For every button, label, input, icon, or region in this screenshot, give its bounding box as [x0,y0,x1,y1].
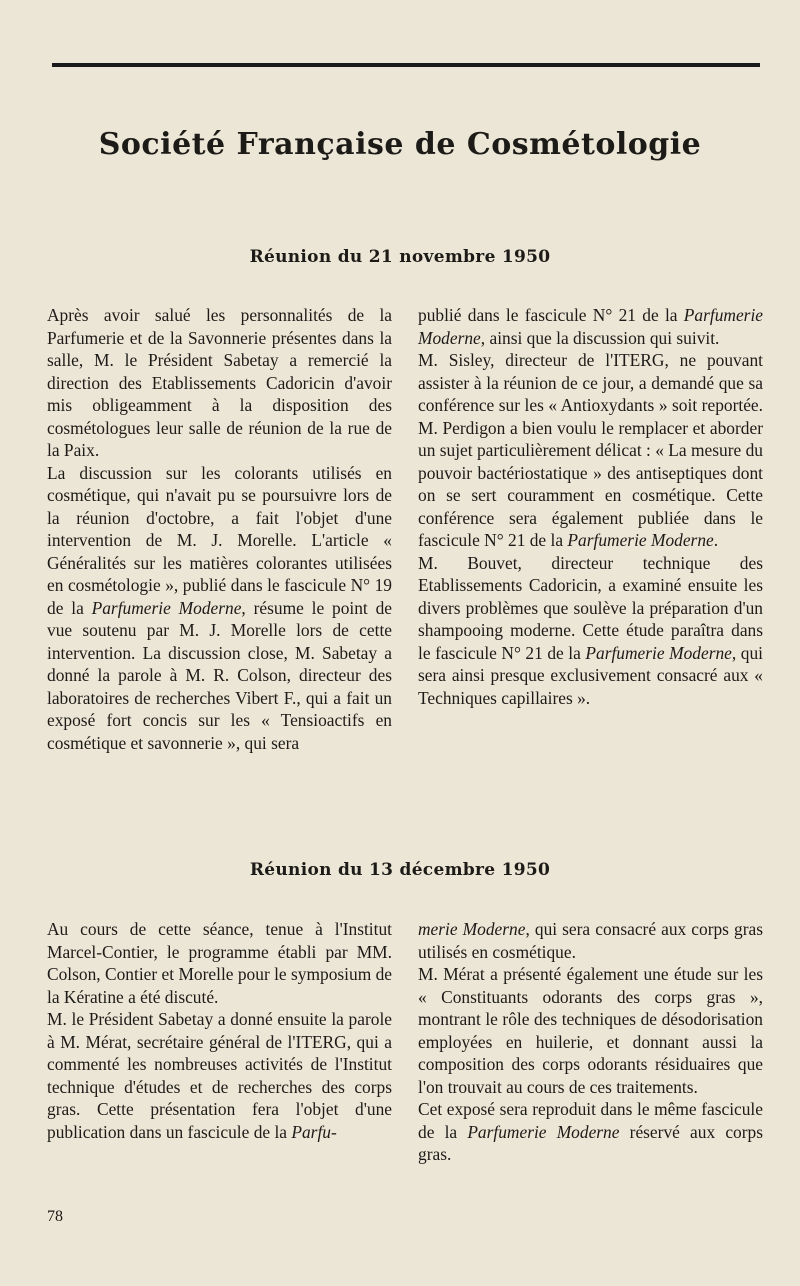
periodical-title: Parfumerie Moderne [418,305,763,348]
paragraph: M. Sisley, directeur de l'ITERG, ne pouvant assister à la réunion de ce jour, a demandé que sa conférence sur les « Antioxydants » soit reportée. M. Perdigon a bien voulu le remplacer et aborder un sujet particulièrement délicat : « La mesure du pouvoir bactériostatique » des antiseptiques dont on se sert couramment en cosmétique. Cette conférence sera également publiée dans le fascicule N° 21 de la Parfumerie Moderne. [418,350,763,550]
section-december-column-right [418,918,763,1166]
section-november-column-right [418,304,763,709]
periodical-title: Parfu- [291,1121,337,1142]
paragraph: merie Moderne, qui sera consacré aux corps gras utilisés en cosmétique. [418,919,763,962]
section-heading-november: Réunion du 21 novembre 1950 [249,247,551,267]
paragraph: M. Bouvet, directeur technique des Etablissements Cadoricin, a examiné ensuite les divers problèmes que soulève la préparation d'un shampooing moderne. Cette étude paraîtra dans le fascicule N° 21 de la Parfumerie Moderne, qui sera ainsi presque exclusivement consacré aux « Techniques capillaires ». [418,552,763,708]
paragraph: Cet exposé sera reproduit dans le même fascicule de la Parfumerie Moderne réservé aux corps gras. [418,1099,763,1164]
paragraph: Après avoir salué les personnalités de la Parfumerie et de la Savonnerie présentes dans la salle, M. le Président Sabetay a remercié la direction des Etablissements Cadoricin d'avoir mis obligeamment à la disposition des cosmétologues leur salle de réunion de la rue de la Paix. [47,305,392,460]
periodical-title: Parfumerie Moderne [467,1121,620,1142]
top-rule [52,63,760,67]
section-heading-december: Réunion du 13 décembre 1950 [249,860,551,880]
page-number: 78 [47,1208,63,1225]
section-november-column-left [47,304,392,754]
page-title: Société Française de Cosmétologie [98,127,702,162]
periodical-title: Parfumerie Moderne [585,642,732,663]
paragraph: publié dans le fascicule N° 21 de la Parfumerie Moderne, ainsi que la discussion qui suivit. [418,305,763,348]
section-december-column-left [47,918,392,1143]
periodical-title: merie Moderne [418,919,526,939]
paragraph: M. le Président Sabetay a donné ensuite la parole à M. Mérat, secrétaire général de l'ITERG, qui a commenté les nombreuses activités de l'Institut technique d'études et de recherches des corps gras. Cette présentation fera l'objet d'une publication dans un fascicule de la Parfu- [47,1009,392,1142]
paragraph: La discussion sur les colorants utilisés en cosmétique, qui n'avait pu se poursuivre lors de la réunion d'octobre, a fait l'objet d'une intervention de M. J. Morelle. L'article « Généralités sur les matières colorantes utilisées en cosmétologie », publié dans le fascicule N° 19 de la Parfumerie Moderne, résume le point de vue soutenu par M. J. Morelle lors de cette intervention. La discussion close, M. Sabetay a donné la parole à M. R. Colson, directeur des laboratoires de recherches Vibert F., qui a fait un exposé fort concis sur les « Tensioactifs en cosmétique et savonnerie », qui sera [47,462,392,753]
paragraph: Au cours de cette séance, tenue à l'Institut Marcel-Contier, le programme établi par MM. Colson, Contier et Morelle pour le symposium de la Kératine a été discuté. [47,919,392,1007]
periodical-title: Parfumerie Moderne [91,597,242,618]
paragraph: M. Mérat a présenté également une étude sur les « Constituants odorants des corps gras », montrant le rôle des techniques de désodorisation employées en huilerie, et donnant aussi la composition des corps odorants résiduaires que l'on trouvait au cours de ces traitements. [418,964,763,1097]
periodical-title: Parfumerie Moderne [567,530,714,550]
